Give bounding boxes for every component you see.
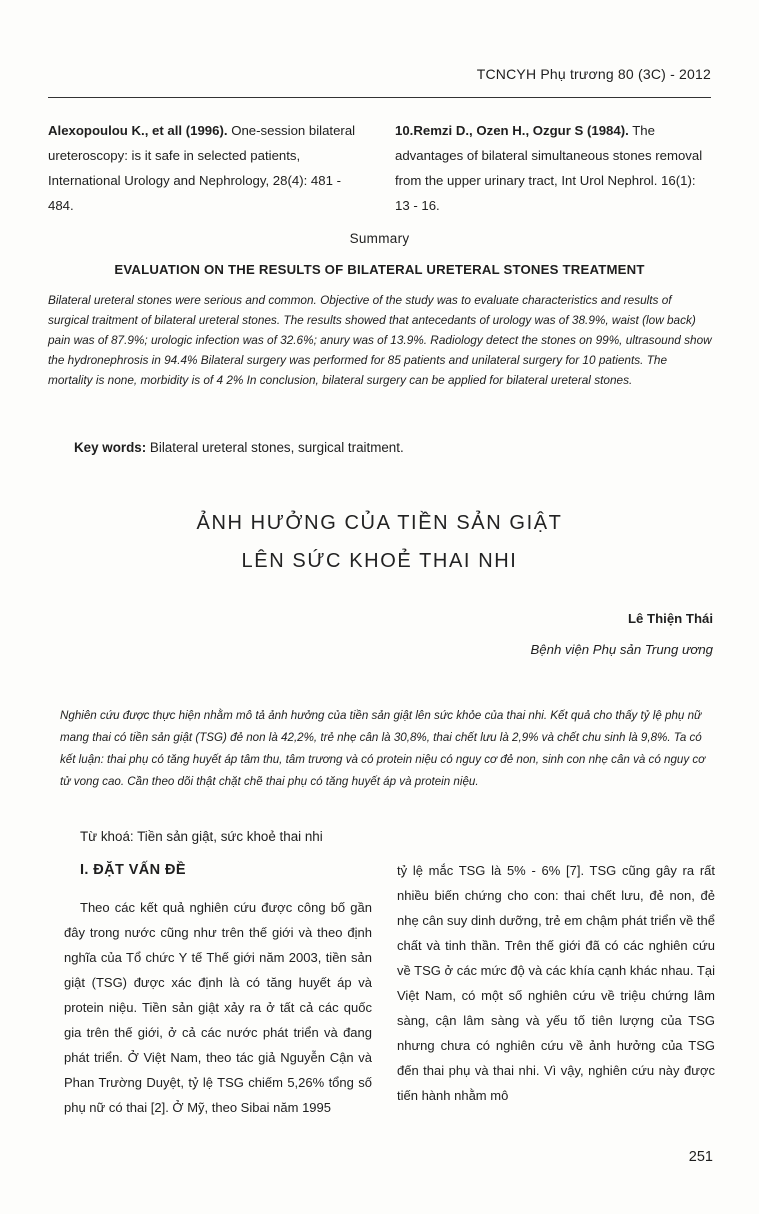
reference-left xyxy=(48,118,368,218)
running-header: TCNCYH Phụ trương 80 (3C) - 2012 xyxy=(476,66,711,82)
author-name: Lê Thiện Thái xyxy=(628,611,713,626)
body-right-paragraph: tỷ lệ mắc TSG là 5% - 6% [7]. TSG cũng gây ra rất nhiều biến chứng cho con: thai chết lưu, đẻ non, đẻ nhẹ cân suy dinh dưỡng, trẻ em chậm phát triển về thể chất và tinh thần. Trên thế giới đã có các nghiên cứu về TSG ở các mức độ và các khía cạnh khác nhau. Tại Việt Nam, có một số nghiên cứu về triệu chứng lâm sàng, cận lâm sàng và yếu tố tiên lượng của TSG nhưng chưa có nghiên cứu về ảnh hưởng của TSG đến thai phụ và thai nhi. Vì vậy, nghiên cứu này được tiến hành nhằm mô xyxy=(397,863,715,1103)
keywords-text: Bilateral ureteral stones, surgical traitment. xyxy=(146,440,404,455)
header-rule xyxy=(48,97,711,98)
article-title-line-2: LÊN SỨC KHOẺ THAI NHI xyxy=(241,550,518,572)
section-heading: I. ĐẶT VẤN ĐỀ xyxy=(80,862,186,878)
summary-title: EVALUATION ON THE RESULTS OF BILATERAL URETERAL STONES TREATMENT xyxy=(114,262,645,277)
vietnamese-keywords: Từ khoá: Tiền sản giật, sức khoẻ thai nhi xyxy=(80,829,323,844)
english-abstract: Bilateral ureteral stones were serious and common. Objective of the study was to evaluate characteristics and results of surgical traitment of bilateral ureteral stones. The results showed that antecedants of urology was of 38.9%, waist (low back) pain was of 87.9%; urologic infection was of 32.6%; anury was of 13.9%. Radiology detect the stones on 99%, ultrasound show the hydronephrosis in 94.4% Bilateral surgery was performed for 85 patients and unilateral surgery for 10 patients. The mortality is none, morbidity is of 4 2% In conclusion, bilateral surgery can be applied for bilateral ureteral stones. xyxy=(48,293,712,387)
keywords-label: Key words: xyxy=(74,440,147,455)
article-title-line-1: ẢNH HƯỞNG CỦA TIỀN SẢN GIẬT xyxy=(196,512,563,534)
reference-right xyxy=(395,118,713,218)
reference-left-text: One-session bilateral ureteroscopy: is it safe in selected patients, International Urology and Nephrology, 28(4): 481 - 484. xyxy=(48,123,356,213)
english-keywords xyxy=(74,440,404,455)
body-left-paragraph: Theo các kết quả nghiên cứu được công bố gần đây trong nước cũng như trên thế giới và theo định nghĩa của Tổ chức Y tế Thế giới năm 2003, tiền sản giật (TSG) được xác định là có tăng huyết áp và protein niệu. Tiền sản giật xảy ra ở tất cả các quốc gia trên thế giới, ở cả các nước phát triển và đang phát triển. Ở Việt Nam, theo tác giả Nguyễn Cận và Phan Trường Duyệt, tỷ lệ TSG chiếm 5,26% tổng số phụ nữ có thai [2]. Ở Mỹ, theo Sibai năm 1995 xyxy=(64,900,372,1115)
author-affiliation: Bệnh viện Phụ sản Trung ương xyxy=(530,642,713,657)
reference-right-text: The advantages of bilateral simultaneous stones removal from the upper urinary tract, Int Urol Nephrol. 16(1): 13 - 16. xyxy=(395,123,703,213)
reference-right-authors: 10.Remzi D., Ozen H., Ozgur S (1984). xyxy=(395,123,629,138)
page-number: 251 xyxy=(688,1149,713,1165)
body-column-left xyxy=(64,895,372,1120)
body-column-right xyxy=(397,858,715,1108)
summary-heading: Summary xyxy=(349,231,410,246)
vietnamese-abstract: Nghiên cứu được thực hiện nhằm mô tả ảnh hưởng của tiền sản giật lên sức khỏe của thai nhi. Kết quả cho thấy tỷ lệ phụ nữ mang thai có tiền sản giật (TSG) đẻ non là 42,2%, trẻ nhẹ cân là 30,8%, thai chết lưu là 2,9% và chết chu sinh là 9,8%. Ta có kết luận: thai phụ có tăng huyết áp tâm thu, tâm trương và có protein niệu có nguy cơ đẻ non, sinh con nhẹ cân và có nguy cơ tử vong cao. Cần theo dõi thật chặt chẽ thai phụ có tăng huyết áp và protein niệu. xyxy=(60,709,706,788)
reference-left-authors: Alexopoulou K., et all (1996). xyxy=(48,123,228,138)
